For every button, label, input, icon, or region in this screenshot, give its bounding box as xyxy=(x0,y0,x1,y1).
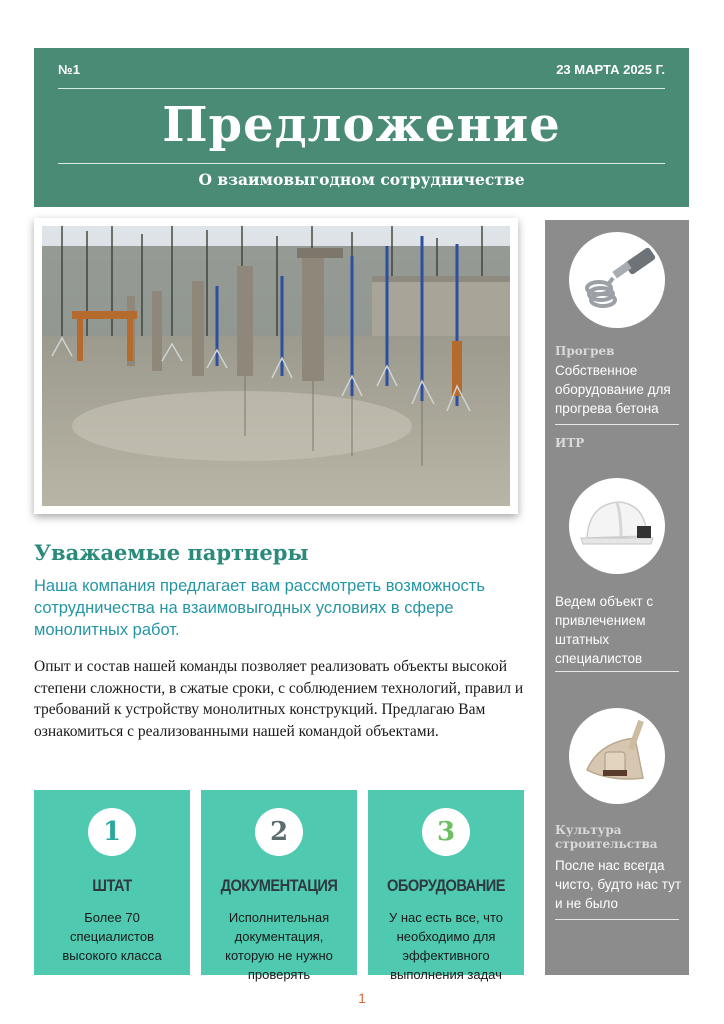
sidebar xyxy=(545,220,689,975)
sidebar-heading-itr: ИТР xyxy=(555,436,585,450)
feature-card-staff xyxy=(34,790,190,975)
greeting-heading: Уважаемые партнеры xyxy=(34,540,309,565)
sidebar-divider xyxy=(555,424,679,425)
feature-description: Более 70 специалистов высокого класса xyxy=(62,910,162,963)
sidebar-text-heating: Собственное оборудование для прогрева бетона xyxy=(555,363,671,416)
feature-number-badge: 1 xyxy=(88,808,136,856)
feature-title: ШТАТ xyxy=(92,876,132,895)
header-divider-top xyxy=(58,88,665,89)
sidebar-divider xyxy=(555,671,679,672)
sidebar-heading-culture: Культура строительства xyxy=(555,823,658,851)
sidebar-divider xyxy=(555,919,679,920)
page-number: 1 xyxy=(358,990,366,1006)
feature-number-badge: 3 xyxy=(422,808,470,856)
page-title: Предложение xyxy=(162,97,561,153)
heater-coil-icon xyxy=(569,232,665,328)
feature-card-equipment xyxy=(368,790,524,982)
hard-hat-icon xyxy=(569,478,665,574)
feature-description: Исполнительная документация, которую не нужно проверять xyxy=(225,910,333,982)
issue-date: 23 МАРТА 2025 Г. xyxy=(556,62,665,77)
page-subtitle: О взаимовыгодном сотрудничестве xyxy=(198,170,525,189)
feature-number-badge: 2 xyxy=(255,808,303,856)
body-paragraph: Опыт и состав нашей команды позволяет реализовать объекты высокой степени сложности, в сжатые сроки, с соблюдением технологий, правил и требований к устройству монолитных конструкций. Предлагаю Вам ознакомиться с реализованными нашей командой объектами. xyxy=(34,658,524,740)
construction-site-photo xyxy=(42,226,510,506)
intro-paragraph: Наша компания предлагает вам рассмотреть возможность сотрудничества на взаимовыгодных условиях в сфере монолитных работ. xyxy=(34,577,485,639)
sidebar-heading-heating: Прогрев xyxy=(555,344,615,358)
feature-title: ОБОРУДОВАНИЕ xyxy=(387,876,505,895)
feature-card-documentation xyxy=(201,790,357,982)
feature-title: ДОКУМЕНТАЦИЯ xyxy=(220,876,338,895)
issue-number: №1 xyxy=(58,62,81,77)
masthead xyxy=(34,48,689,207)
sidebar-text-culture: После нас всегда чисто, будто нас тут и не было xyxy=(555,858,682,911)
feature-description: У нас есть все, что необходимо для эффективного выполнения задач xyxy=(389,910,503,982)
dustpan-brush-icon xyxy=(569,708,665,804)
sidebar-text-itr: Ведем объект с привлечением штатных специалистов xyxy=(555,594,654,666)
construction-photo-frame xyxy=(34,218,518,514)
header-divider-bottom xyxy=(58,163,665,164)
